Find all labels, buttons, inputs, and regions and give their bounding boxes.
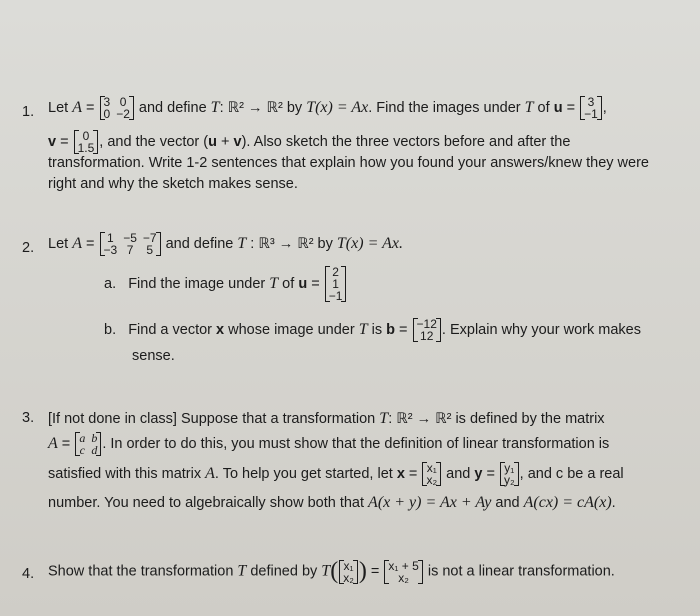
- problem-4-line-1: Show that the transformation T defined by T( x₁ x₂ ) = x₁ + 5 x₂ is not a linear transformation.: [48, 558, 615, 585]
- matrix-entry: x₁ + 5: [388, 558, 419, 573]
- matrix-entry: c: [79, 443, 85, 457]
- vector-u: [326, 266, 346, 302]
- problem-number: 2.: [22, 240, 35, 256]
- matrix-entry: x₁: [343, 558, 354, 573]
- matrix-entry: 3: [103, 95, 111, 109]
- problem-2-line-1: Let A = 1 −5 −7 −3 7 5 and define T : ℝ³ → ℝ² by T(x) = Ax.: [48, 231, 403, 257]
- problem-1-line-3: transformation. Write 1-2 sentences that explain how you found your answers/knew they were: [48, 155, 649, 171]
- matrix-entry: 5: [146, 243, 154, 257]
- problem-3-line-1: [If not done in class] Suppose that a transformation T: ℝ² → ℝ² is defined by the matrix: [48, 410, 605, 427]
- vector-b: [414, 318, 440, 342]
- problem-1-line-4: right and why the sketch makes sense.: [48, 176, 298, 192]
- problem-number: 3.: [22, 410, 35, 426]
- matrix-entry: −2: [116, 107, 130, 121]
- problem-number: 1.: [22, 104, 35, 120]
- matrix-entry: 1: [107, 231, 114, 245]
- matrix-entry: x₂: [398, 570, 409, 585]
- problem-2b: b. Find a vector x whose image under T is b = −12 12 . Explain why your work makes: [104, 317, 641, 343]
- problem-number: 4.: [22, 566, 35, 582]
- matrix-entry: 7: [126, 243, 134, 257]
- matrix-entry: 0: [82, 129, 90, 143]
- matrix-entry: −1: [584, 107, 598, 121]
- problem-1-line-2: v = 0 1.5 , and the vector (u + v). Also sketch the three vectors before and after the: [48, 129, 571, 155]
- matrix-entry: 2: [332, 265, 339, 279]
- matrix-entry: −12: [416, 317, 437, 331]
- problem-3-line-4: number. You need to algebraically show both that A(x + y) = Ax + Ay and A(cx) = cA(x).: [48, 494, 616, 511]
- vector-u: [581, 96, 601, 120]
- matrix-a: [76, 432, 100, 456]
- vector-arg: [340, 560, 357, 584]
- matrix-entry: d: [91, 443, 98, 457]
- matrix-entry: −5: [123, 231, 137, 245]
- matrix-entry: 0: [119, 95, 127, 109]
- matrix-entry: b: [91, 431, 98, 445]
- matrix-entry: x₁: [426, 461, 437, 475]
- matrix-entry: 1.5: [77, 141, 95, 155]
- matrix-entry: 0: [103, 107, 111, 121]
- problem-2a: a. Find the image under T of u = 2 1 −1: [104, 266, 347, 302]
- vector-v: [75, 130, 98, 154]
- matrix-entry: −3: [103, 243, 118, 257]
- matrix-entry: a: [79, 431, 86, 445]
- matrix-entry: 3: [587, 95, 595, 109]
- vector-x: [423, 462, 440, 486]
- matrix-entry: 1: [332, 277, 339, 291]
- matrix-entry: y₂: [503, 473, 515, 487]
- problem-2b-line-2: sense.: [132, 348, 175, 364]
- problem-1-line-1: Let A = 3 0 0 −2 and define T: ℝ² → ℝ² by T(x) = Ax. Find the images under T of u = 3 −1 ,: [48, 95, 607, 121]
- matrix-entry: −7: [142, 231, 157, 245]
- matrix-entry: x₂: [343, 570, 354, 585]
- matrix-a: [101, 232, 160, 256]
- vector-result: [385, 560, 421, 584]
- matrix-entry: y₁: [504, 461, 515, 475]
- matrix-entry: x₂: [426, 473, 438, 487]
- matrix-a: [101, 96, 133, 120]
- problem-3-line-3: satisfied with this matrix A. To help you get started, let x = x₁ x₂ and y = y₁ y₂ , and c be a real: [48, 461, 624, 487]
- vector-y: [501, 462, 518, 486]
- matrix-entry: 12: [420, 329, 434, 343]
- matrix-entry: −1: [328, 289, 343, 303]
- problem-3-line-2: A = a b c d . In order to do this, you must show that the definition of linear transformation is: [48, 431, 610, 457]
